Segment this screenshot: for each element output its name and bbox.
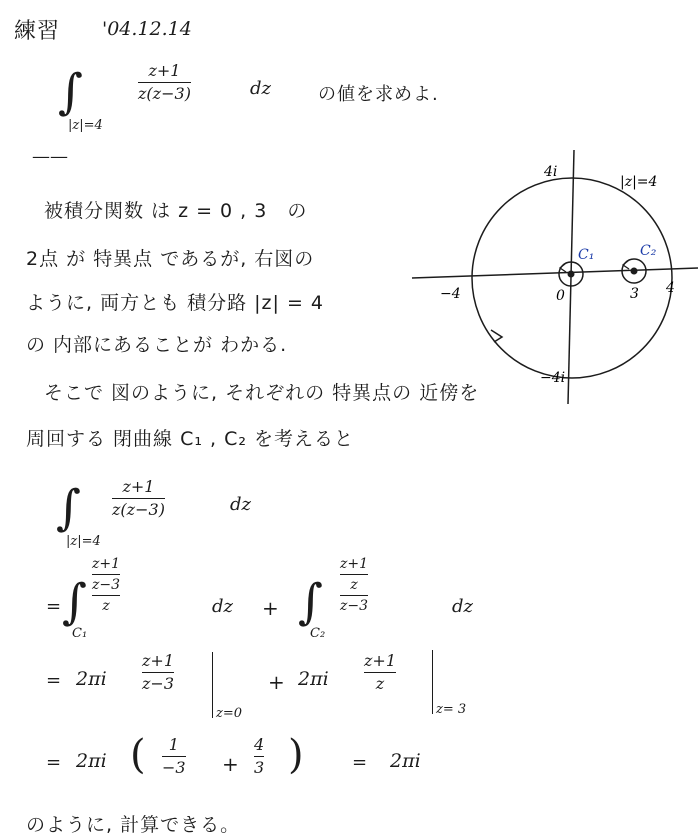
residue2-numerator: z+1 bbox=[364, 651, 397, 670]
term2-top-numerator: z+1 bbox=[340, 556, 369, 572]
final-result: 2πi bbox=[390, 750, 421, 772]
contour-direction-arrow bbox=[491, 330, 502, 342]
real-axis bbox=[412, 268, 698, 278]
residue1-denominator: z−3 bbox=[142, 674, 175, 694]
term1-top-denominator: z−3 bbox=[92, 577, 121, 594]
sum-fraction-1-numerator: 1 bbox=[168, 735, 179, 754]
main-fraction-bar bbox=[340, 595, 368, 596]
problem-dz: dz bbox=[250, 78, 272, 99]
label-circle-radius: |z|=4 bbox=[620, 174, 658, 190]
label-4i: 4i bbox=[544, 164, 558, 180]
evaluation-bar-1 bbox=[212, 652, 213, 718]
residue2-fraction bbox=[364, 652, 396, 694]
two-pi-i-2: 2πi bbox=[298, 668, 329, 690]
lhs-integrand bbox=[112, 478, 165, 520]
sum-fraction-1-denominator: −3 bbox=[162, 758, 186, 778]
evaluation-point-3: z= 3 bbox=[436, 702, 467, 717]
fraction-bar bbox=[364, 672, 396, 673]
residue1-numerator: z+1 bbox=[142, 651, 175, 670]
sum-fraction-1 bbox=[162, 736, 186, 778]
singularity-0 bbox=[568, 271, 575, 278]
term2-top-denominator: z bbox=[350, 577, 358, 594]
term1-dz: dz bbox=[212, 596, 234, 617]
fraction-bar bbox=[142, 672, 174, 673]
date: '04.12.14 bbox=[102, 18, 192, 40]
term1-bottom: z bbox=[102, 598, 110, 615]
label-c1: C₁ bbox=[578, 247, 595, 263]
fraction-bar bbox=[162, 756, 186, 757]
term2-compound-fraction bbox=[340, 556, 368, 614]
exercise-title: 練習 bbox=[14, 19, 61, 44]
evaluation-bar-2 bbox=[432, 650, 433, 714]
c2-integral-sign: ∫ bbox=[298, 574, 324, 630]
term2-dz: dz bbox=[452, 596, 474, 617]
label-minus-4i: −4i bbox=[540, 370, 566, 386]
problem-denominator: z(z−3) bbox=[138, 84, 191, 104]
equals-sign-1: = bbox=[46, 596, 62, 617]
two-pi-i-1: 2πi bbox=[76, 668, 107, 690]
main-fraction-bar bbox=[92, 595, 120, 596]
section-divider: —— bbox=[32, 146, 68, 167]
plus-sign-2: + bbox=[268, 670, 285, 694]
label-origin: 0 bbox=[556, 288, 565, 304]
problem-contour: |z|=4 bbox=[68, 118, 103, 133]
sum-fraction-2-denominator: 3 bbox=[254, 758, 265, 778]
lhs-denominator: z(z−3) bbox=[112, 500, 165, 520]
explanation-line-5: そこで 図のように, それぞれの 特異点の 近傍を bbox=[44, 382, 480, 404]
lhs-dz: dz bbox=[230, 494, 252, 515]
lhs-integral-sign: ∫ bbox=[56, 480, 82, 536]
explanation-line-2: 2点 が 特異点 であるが, 右図の bbox=[26, 248, 315, 270]
evaluation-point-0: z=0 bbox=[216, 706, 243, 721]
explanation-line-3: ように, 両方とも 積分路 |z| = 4 bbox=[26, 292, 325, 314]
residue1-fraction bbox=[142, 652, 174, 694]
label-minus-4: −4 bbox=[440, 286, 461, 302]
c1-subscript: C₁ bbox=[72, 626, 88, 641]
equals-sign-3: = bbox=[46, 752, 62, 773]
lhs-numerator: z+1 bbox=[122, 477, 155, 496]
explanation-line-4: の 内部にあることが わかる. bbox=[26, 334, 288, 356]
two-pi-i-3: 2πi bbox=[76, 750, 107, 772]
integral-sign: ∫ bbox=[58, 64, 84, 120]
fraction-bar bbox=[92, 574, 120, 575]
fraction-bar bbox=[340, 574, 368, 575]
close-paren: ) bbox=[288, 732, 304, 778]
conclusion-text: のように, 計算できる。 bbox=[26, 814, 241, 836]
plus-sign-3: + bbox=[222, 752, 239, 776]
label-3: 3 bbox=[630, 286, 639, 302]
term2-bottom: z−3 bbox=[340, 598, 369, 615]
singularity-3 bbox=[631, 268, 638, 275]
label-c2: C₂ bbox=[640, 243, 657, 259]
explanation-line-6: 周回する 閉曲線 C₁ , C₂ を考えると bbox=[26, 428, 355, 450]
fraction-bar bbox=[254, 756, 264, 757]
explanation-line-1: 被積分関数 は z = 0 , 3 の bbox=[44, 200, 308, 222]
residue2-denominator: z bbox=[375, 674, 385, 694]
equals-sign-2: = bbox=[46, 670, 62, 691]
fraction-bar bbox=[112, 498, 165, 499]
plus-sign-1: + bbox=[262, 596, 279, 620]
label-4: 4 bbox=[666, 280, 675, 296]
c1-integral-sign: ∫ bbox=[62, 574, 88, 630]
open-paren: ( bbox=[130, 732, 146, 778]
sum-fraction-2-numerator: 4 bbox=[254, 735, 265, 754]
c2-subscript: C₂ bbox=[310, 626, 326, 641]
sum-fraction-2 bbox=[254, 736, 264, 778]
term1-compound-fraction bbox=[92, 556, 120, 614]
lhs-contour: |z|=4 bbox=[66, 534, 101, 549]
problem-instruction: の値を求めよ. bbox=[318, 84, 439, 105]
equals-sign-4: = bbox=[352, 752, 368, 773]
term1-top-numerator: z+1 bbox=[92, 556, 121, 572]
problem-numerator: z+1 bbox=[148, 61, 181, 80]
